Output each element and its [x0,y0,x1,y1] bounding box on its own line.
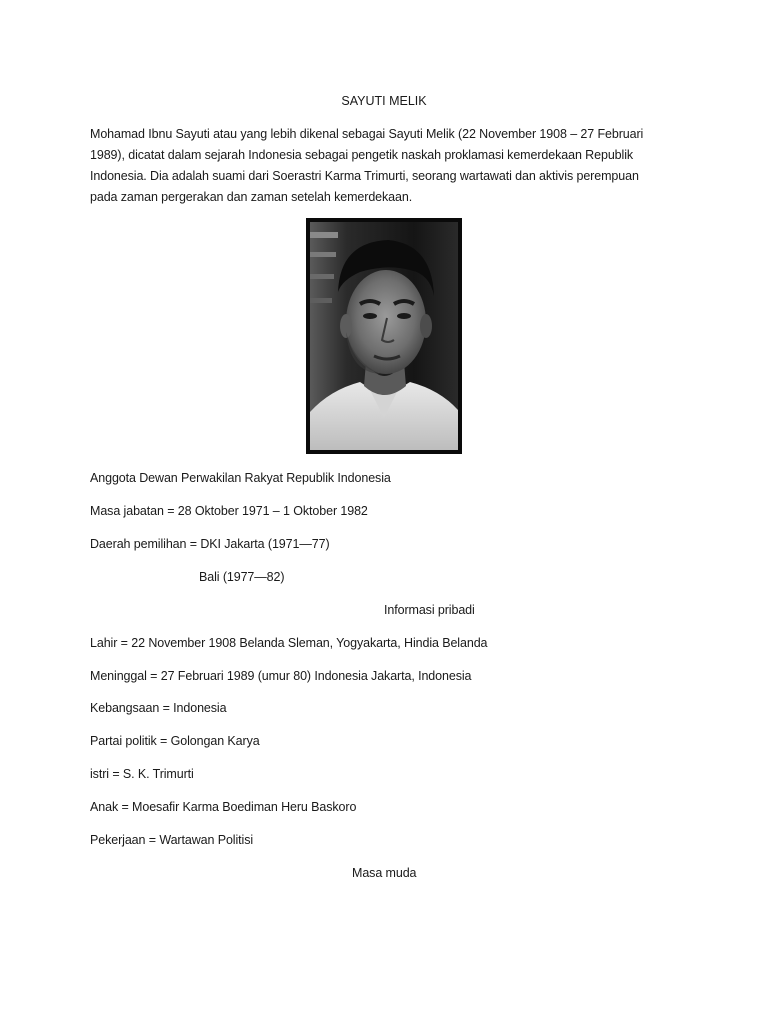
children-line: Anak = Moesafir Karma Boediman Heru Baskoro [90,800,357,814]
constituency-line: Daerah pemilihan = DKI Jakarta (1971—77) [90,537,330,551]
died-line: Meninggal = 27 Februari 1989 (umur 80) Indonesia Jakarta, Indonesia [90,669,472,683]
portrait-illustration [310,222,458,450]
intro-line: 1989), dicatat dalam sejarah Indonesia sebagai pengetik naskah proklamasi kemerdekaan Republik [90,148,634,162]
intro-line: pada zaman pergerakan dan zaman setelah kemerdekaan. [90,190,413,204]
portrait-photo [306,218,462,454]
youth-heading: Masa muda [352,866,417,880]
born-line: Lahir = 22 November 1908 Belanda Sleman, Yogyakarta, Hindia Belanda [90,636,488,650]
intro-line: Mohamad Ibnu Sayuti atau yang lebih dikenal sebagai Sayuti Melik (22 November 1908 – 27 Februari [90,127,644,141]
term-line: Masa jabatan = 28 Oktober 1971 – 1 Oktober 1982 [90,504,368,518]
nationality-line: Kebangsaan = Indonesia [90,701,227,715]
party-line: Partai politik = Golongan Karya [90,734,260,748]
personal-info-heading: Informasi pribadi [384,603,475,617]
office-line: Anggota Dewan Perwakilan Rakyat Republik Indonesia [90,471,391,485]
intro-paragraph [90,124,690,208]
spouse-line: istri = S. K. Trimurti [90,767,194,781]
constituency-line-2: Bali (1977—82) [199,570,285,584]
intro-line: Indonesia. Dia adalah suami dari Soerastri Karma Trimurti, seorang wartawati dan aktivis perempuan [90,169,639,183]
document-title: SAYUTI MELIK [341,94,427,108]
occupation-line: Pekerjaan = Wartawan Politisi [90,833,254,847]
portrait-image [310,222,458,450]
